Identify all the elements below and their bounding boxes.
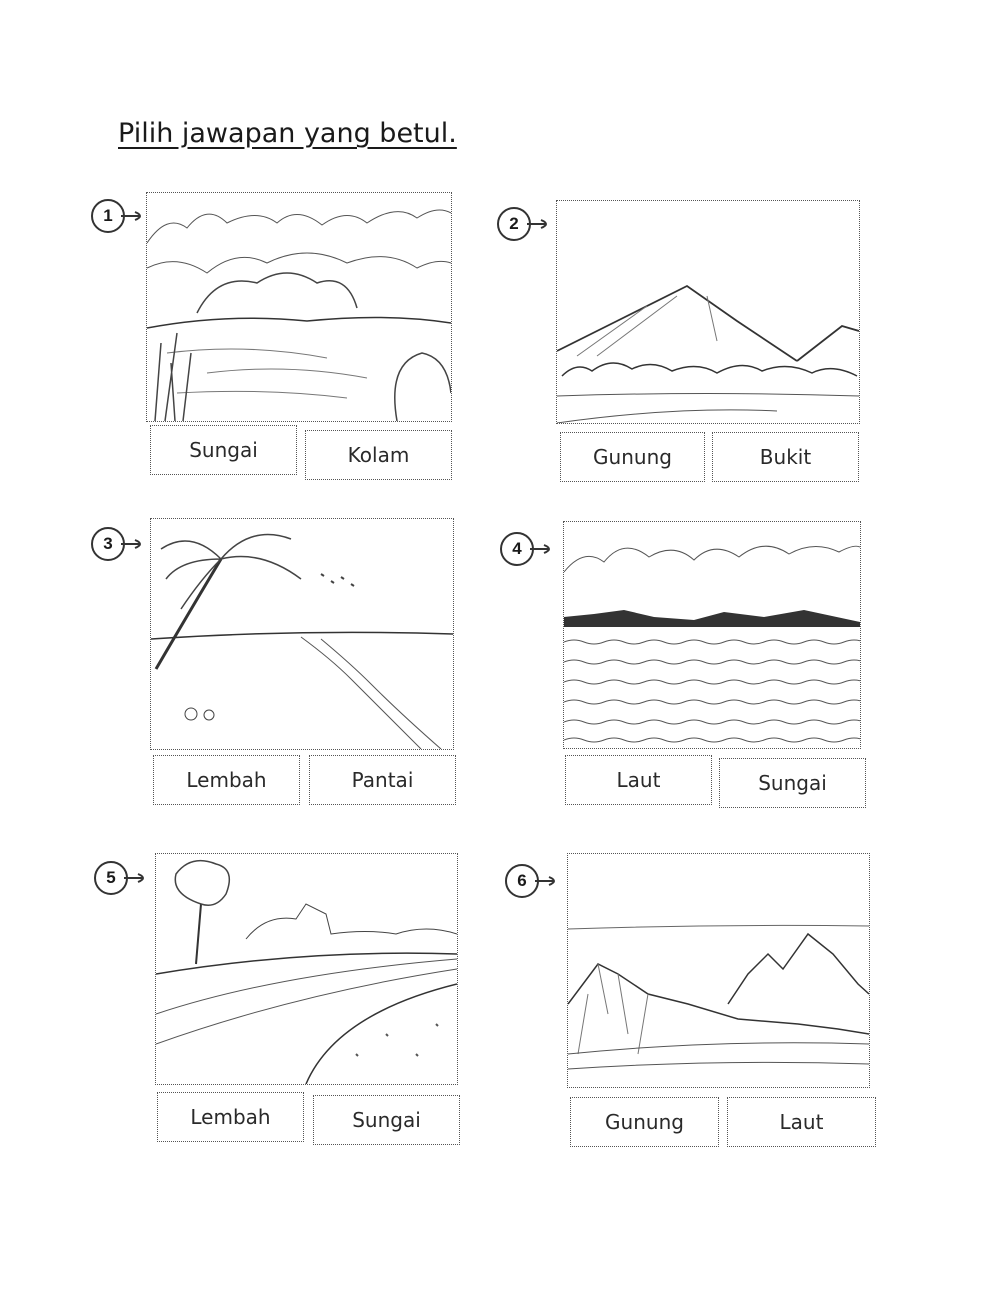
- worksheet-title: Pilih jawapan yang betul.: [118, 118, 457, 149]
- option-sungai[interactable]: Sungai: [313, 1095, 460, 1145]
- option-lembah[interactable]: Lembah: [157, 1092, 304, 1142]
- pointer-icon: [530, 543, 556, 555]
- mountain-illustration: [556, 200, 860, 424]
- option-kolam[interactable]: Kolam: [305, 430, 452, 480]
- question-number: 3: [91, 527, 125, 561]
- pointer-icon: [121, 538, 147, 550]
- pointer-icon: [124, 872, 150, 884]
- sea-illustration: [563, 521, 861, 749]
- option-lembah[interactable]: Lembah: [153, 755, 300, 805]
- valley-illustration: [567, 853, 870, 1088]
- pond-illustration: [146, 192, 452, 422]
- option-pantai[interactable]: Pantai: [309, 755, 456, 805]
- river-illustration: [155, 853, 458, 1085]
- option-gunung[interactable]: Gunung: [570, 1097, 719, 1147]
- question-number: 2: [497, 207, 531, 241]
- option-laut[interactable]: Laut: [565, 755, 712, 805]
- pointer-icon: [535, 875, 561, 887]
- option-gunung[interactable]: Gunung: [560, 432, 705, 482]
- beach-illustration: [150, 518, 454, 750]
- pointer-icon: [121, 210, 147, 222]
- question-number: 5: [94, 861, 128, 895]
- option-sungai[interactable]: Sungai: [150, 425, 297, 475]
- option-laut[interactable]: Laut: [727, 1097, 876, 1147]
- question-number: 6: [505, 864, 539, 898]
- pointer-icon: [527, 218, 553, 230]
- question-number: 1: [91, 199, 125, 233]
- question-number: 4: [500, 532, 534, 566]
- option-sungai[interactable]: Sungai: [719, 758, 866, 808]
- option-bukit[interactable]: Bukit: [712, 432, 859, 482]
